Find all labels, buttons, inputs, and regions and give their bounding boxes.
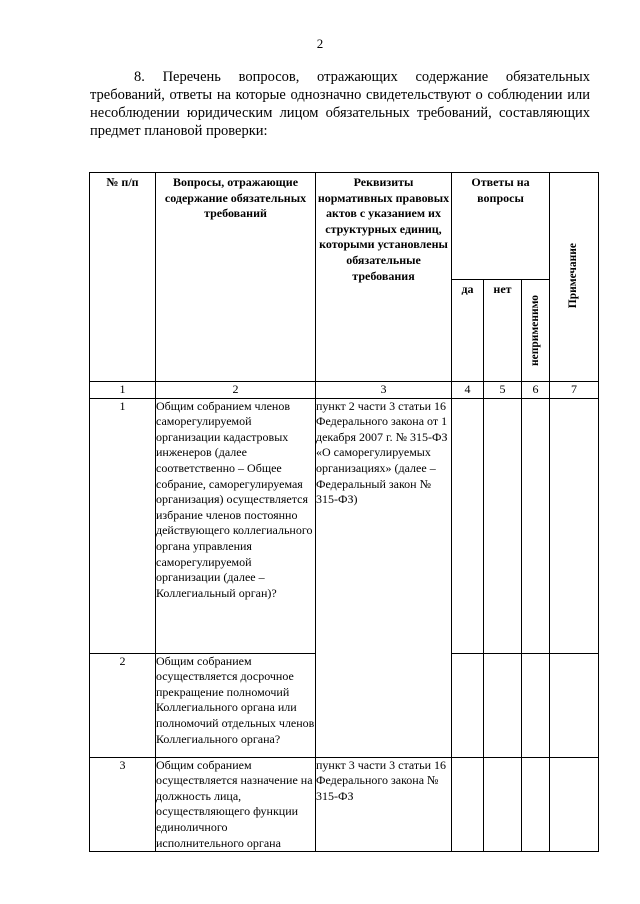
header-note: Примечание <box>550 173 599 382</box>
note-cell[interactable] <box>550 398 599 653</box>
answer-yes-cell[interactable] <box>452 653 484 757</box>
col-number: 7 <box>550 382 599 399</box>
header-na: неприменимо <box>522 280 550 382</box>
header-yes: да <box>452 280 484 382</box>
page-number: 2 <box>316 36 324 51</box>
answer-na-cell[interactable] <box>522 653 550 757</box>
answer-no-cell[interactable] <box>484 653 522 757</box>
header-row-top <box>90 173 599 280</box>
answer-no-cell[interactable] <box>484 757 522 852</box>
col-number: 1 <box>90 382 156 399</box>
question-cell: Общим собранием членов саморегулируемой организации кадастровых инженеров (далее соответственно – Общее собрание, саморегулируемая организация) осуществляется избрание членов постоянно действующего коллегиального органа управления саморегулируемой организации (далее – Коллегиальный орган)? <box>156 398 316 653</box>
col-number: 3 <box>316 382 452 399</box>
header-no: нет <box>484 280 522 382</box>
column-number-row <box>90 382 599 399</box>
question-cell: Общим собранием осуществляется назначение на должность лица, осуществляющего функции единоличного исполнительного органа <box>156 757 316 852</box>
table-row <box>90 398 599 653</box>
header-requisites: Реквизиты нормативных правовых актов с указанием их структурных единиц, которыми установлены обязательные требования <box>316 173 452 382</box>
header-num: № п/п <box>90 173 156 382</box>
col-number: 6 <box>522 382 550 399</box>
answer-yes-cell[interactable] <box>452 757 484 852</box>
row-number: 3 <box>90 757 156 852</box>
intro-paragraph: 8. Перечень вопросов, отражающих содержание обязательных требований, ответы на которые однозначно свидетельствуют о соблюдении или несоблюдении юридическим лицом обязательных требований, составляющих предмет плановой проверки: <box>90 69 590 139</box>
note-cell[interactable] <box>550 757 599 852</box>
answer-no-cell[interactable] <box>484 398 522 653</box>
row-number: 2 <box>90 653 156 757</box>
note-cell[interactable] <box>550 653 599 757</box>
col-number: 2 <box>156 382 316 399</box>
answer-na-cell[interactable] <box>522 398 550 653</box>
question-cell: Общим собранием осуществляется досрочное прекращение полномочий Коллегиального органа или полномочий отдельных членов Коллегиального органа? <box>156 653 316 757</box>
answer-na-cell[interactable] <box>522 757 550 852</box>
requisites-cell: пункт 2 части 3 статьи 16 Федерального закона от 1 декабря 2007 г. № 315-ФЗ «О саморегулируемых организациях» (далее – Федеральный закон № 315-ФЗ) <box>316 398 452 757</box>
answer-yes-cell[interactable] <box>452 398 484 653</box>
requirements-table <box>89 172 599 852</box>
col-number: 5 <box>484 382 522 399</box>
table-row <box>90 757 599 852</box>
row-number: 1 <box>90 398 156 653</box>
col-number: 4 <box>452 382 484 399</box>
requisites-cell: пункт 3 части 3 статьи 16 Федерального закона № 315-ФЗ <box>316 757 452 852</box>
header-answers: Ответы на вопросы <box>452 173 550 280</box>
header-question: Вопросы, отражающие содержание обязательных требований <box>156 173 316 382</box>
